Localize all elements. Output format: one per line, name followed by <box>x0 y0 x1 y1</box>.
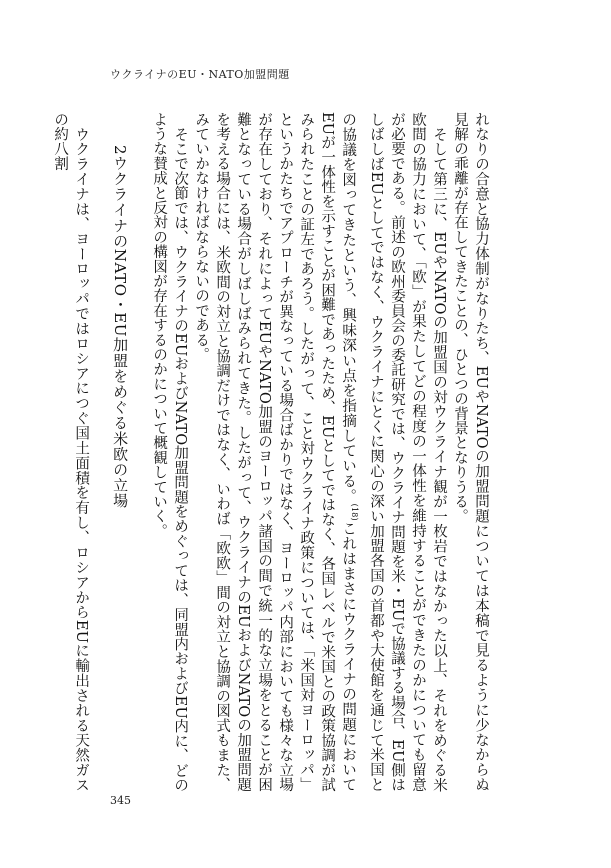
section-title: ウクライナのNATO・EU加盟をめぐる米欧の立場 <box>111 155 130 509</box>
section-number: 2 <box>111 145 130 156</box>
paragraph-section-body: ウクライナは、ヨーロッパではロシアにつぐ国土面積を有し、ロシアからEUに輸出される天然ガスの約八割 <box>52 112 90 792</box>
body-text <box>49 112 491 792</box>
section-heading <box>109 112 130 792</box>
paragraph-third-point-text-a: そして第三に、EUやNATOの加盟国の対ウクライナ観が一枚岩ではなかった以上、それをめぐる米欧間の協力において、「欧」が果たしてどの程度の一体性を維持することができたのかについても留意が必要である。前述の欧州委員会の委託研究では、ウクライナ問題を米・EUで協議する場合、EU側はしばしばEUとしてではなく、ウクライナにとくに関心の深い加盟各国の首都や大使館を通じて米国との協議を図ってきたという、興味深い点を指摘している。 <box>340 112 447 792</box>
page-number: 345 <box>110 794 131 807</box>
paragraph-next-section-intro: そこで次節では、ウクライナのEUおよびNATO加盟問題をめぐっては、同盟内およびEU内に、どのような賛成と反対の構図が存在するのかについて概観していく。 <box>151 112 189 792</box>
paragraph-continuation: れなりの合意と協力体制がなりたち、EUやNATOの加盟問題については本稿で見るように少なからぬ見解の乖離が存在してきたことの、ひとつの背景となりうる。 <box>452 112 489 792</box>
footnote-reference: (18) <box>350 503 359 521</box>
paragraph-third-point-text-b: これはまさにウクライナの問題においてEUが一体性を示すことが困難であったため、EUとしてではなく、各国レベルで米国との政策協調が試みられたことの証左であろう。したがって、こと対ウクライナ政策については、「米国対ヨーロッパ」というかたちでアプローチが異なっている場合ばかりではなく、ヨーロッパ内部においても様々な立場が存在しており、それによってEUやNATO加盟のヨーロッパ諸国の間で統一的な立場をとることが困難となっている場合がしばしばみられてきた。したがって、ウクライナのEUおよびNATOの加盟問題を考える場合には、米欧間の対立と協調だけではなく、いわば「欧欧」間の対立と協調の図式もまた、みていかなければならないのである。 <box>193 112 357 793</box>
paragraph-third-point <box>190 112 449 792</box>
running-header: ウクライナのEU・NATO加盟問題 <box>110 68 290 81</box>
